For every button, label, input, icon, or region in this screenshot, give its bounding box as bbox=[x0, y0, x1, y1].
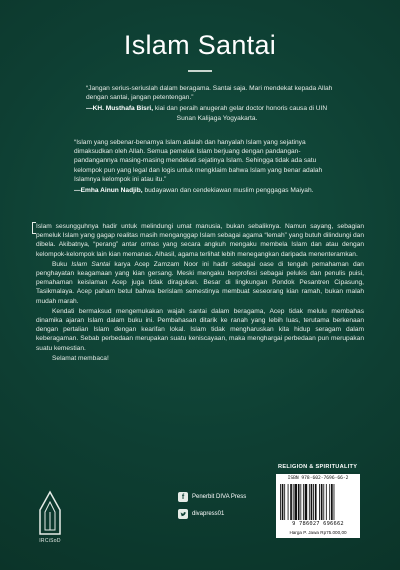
barcode-bar bbox=[300, 484, 301, 520]
barcode-bar bbox=[326, 484, 327, 520]
barcode-area bbox=[276, 474, 360, 538]
blurb-paragraph-2 bbox=[36, 260, 364, 306]
barcode-bar bbox=[313, 484, 314, 520]
blurb-paragraph-1: Islam sesungguhnya hadir untuk melindungi umat manusia, bukan sebaliknya. Namun sayang, sebagian pemeluk Islam yang gagap realitas masih menganggap Islam sebagai agama “lemah” yang butuh dilindungi dan dibela. Akibatnya, “perang” antar ormas yang secara angkuh mengaku membela Islam dan atau dengan kelompok-kelompok lain kian memanas. Alhasil, agama terlihat lebih menegangkan daripada menenteramkan. bbox=[36, 223, 364, 258]
barcode-bar bbox=[282, 484, 284, 520]
quote-1-attribution bbox=[86, 104, 344, 113]
quote-2-author: —Emha Ainun Nadjib, bbox=[74, 187, 143, 195]
blurb-closing: Selamat membaca! bbox=[52, 354, 109, 362]
quote-2-author-desc: budayawan dan cendekiawan muslim penggagas Maiyah. bbox=[142, 187, 314, 195]
blurb-paragraph-3: Kendati bermaksud mengemukakan wajah santai dalam beragama, Acep tidak melulu membahas dinamika ajaran Islam dalam buku ini. Pembahasan ditarik ke ranah yang lebih luas, terutama berkenaan dengan pertalian Islam dengan kearifan lokal. Islam tidak mengharuskan kita hidup seragam dalam keberagaman. Sebab perbedaan merupakan suatu keniscayaan, maka menghargai perbedaan pun merupakan suatu kemestian. bbox=[36, 307, 364, 352]
social-links bbox=[178, 490, 278, 524]
publisher-logo-text: IRCiSoD bbox=[39, 538, 61, 544]
barcode-bars bbox=[280, 484, 356, 520]
opening-bracket-mark bbox=[32, 222, 36, 234]
price-label: Harga P. Jawa Rp75.000,00 bbox=[289, 530, 347, 535]
quote-1-text: “Jangan serius-seriuslah dalam beragama. Santai saja. Mari mendekat kepada Allah dengan santai, jangan petentengan.” bbox=[86, 85, 333, 102]
book-title: Islam Santai bbox=[123, 30, 277, 60]
barcode-bar bbox=[315, 484, 317, 520]
barcode-bar bbox=[280, 484, 281, 520]
barcode-bar bbox=[331, 484, 333, 520]
barcode-bar bbox=[288, 484, 289, 520]
endorsement-quote-1 bbox=[86, 84, 344, 123]
barcode-bar bbox=[293, 484, 294, 520]
twitter-link[interactable] bbox=[178, 507, 278, 521]
barcode-bar bbox=[298, 484, 300, 520]
quote-1-author: —KH. Musthafa Bisri, bbox=[86, 105, 154, 113]
barcode-bar bbox=[311, 484, 313, 520]
blurb-book-title: Islam Santai bbox=[71, 260, 111, 268]
isbn-text: ISBN 978-602-7696-66-2 bbox=[287, 476, 349, 481]
barcode-bar bbox=[323, 484, 324, 520]
barcode-bar bbox=[334, 484, 335, 520]
blurb-p2-start: Buku bbox=[52, 260, 72, 268]
barcode-bar bbox=[321, 484, 323, 520]
quote-2-text: “Islam yang sebenar-benarnya Islam adalah dan hanyalah Islam yang sejatinya dimaksudkan oleh Allah. Semua pemeluk Islam berjuang dengan pandangan-pandangannya masing-masing mendekati sejatinya Islam. Sehingga tidak ada satu kelompok pun yang legal dan logis untuk mengklaim bahwa Islam yang benar adalah Islamnya kelompok ini atau itu.” bbox=[74, 139, 323, 183]
twitter-icon bbox=[178, 509, 188, 519]
barcode-bar bbox=[290, 484, 292, 520]
barcode-bar bbox=[303, 484, 304, 520]
facebook-link[interactable] bbox=[178, 490, 278, 504]
isbn-number: 9 786027 696662 bbox=[292, 521, 344, 527]
barcode-bar bbox=[329, 484, 330, 520]
publisher-logo-icon bbox=[36, 490, 64, 538]
twitter-label: divapress01 bbox=[192, 511, 225, 517]
category-label: RELIGION & SPIRITUALITY bbox=[276, 462, 360, 472]
barcode-bar bbox=[319, 484, 320, 520]
barcode-bar bbox=[284, 484, 285, 520]
quote-2-attribution bbox=[74, 186, 344, 195]
endorsement-quote-2 bbox=[74, 138, 344, 195]
barcode-panel bbox=[276, 462, 360, 540]
quote-1-author-desc: kiai dan peraih anugerah gelar doctor honoris causa di UIN bbox=[153, 105, 328, 113]
barcode-bar bbox=[309, 484, 310, 520]
barcode-bar bbox=[305, 484, 308, 520]
blurb-body bbox=[36, 222, 364, 364]
barcode-bar bbox=[294, 484, 297, 520]
blurb-p2-rest: karya Acep Zamzam Noor ini hadir sebagai oase di tengah pemahaman dan penghayatan keagamaan yang kian gersang. Meski mengaku berprofesi sebagai pelukis dan penulis puisi, pemahaman keislaman Acep juga tidak diragukan. Besar di lingkungan Pondok Pesantren Cipasung, Tasikmalaya. Acep paham betul bahwa berislam semestinya membuat seseorang kian ramah, bukan malah mudah marah. bbox=[36, 260, 364, 305]
title-underline bbox=[188, 70, 212, 72]
facebook-label: Penerbit DIVA Press bbox=[192, 494, 247, 500]
facebook-icon: f bbox=[178, 492, 188, 502]
quote-1-author-desc-2: Sunan Kalijaga Yogyakarta. bbox=[176, 114, 258, 122]
